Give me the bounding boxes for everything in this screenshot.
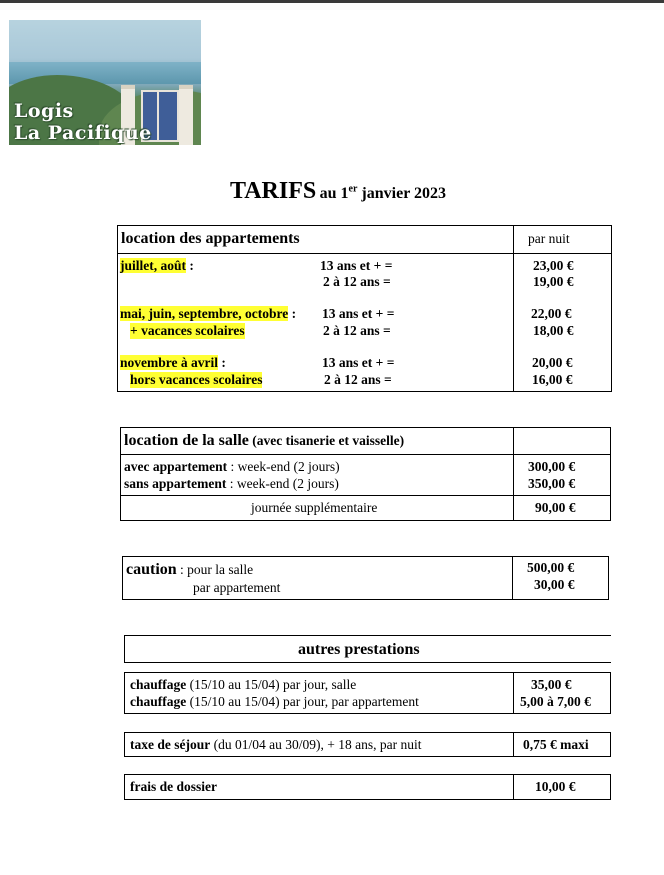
- hall-table-extra-line: [120, 495, 611, 496]
- deposit-line-1: caution : pour la salle: [126, 561, 254, 578]
- apt-group-2-adult-label: 13 ans et + =: [322, 306, 395, 321]
- hall-table-divider: [513, 427, 514, 521]
- apt-group-1-adult-price: 23,00 €: [533, 258, 574, 273]
- title-main: TARIFS: [230, 178, 317, 204]
- title-suffix: janvier 2023: [357, 185, 447, 202]
- apt-group-3-adult-label: 13 ans et + =: [322, 355, 395, 370]
- apt-group-3-note: hors vacances scolaires: [130, 372, 263, 387]
- apartments-table-header-line: [117, 253, 612, 254]
- fees-label: frais de dossier: [130, 779, 217, 794]
- logo-text-line1: Logis: [14, 100, 74, 122]
- other-heading-left-line: [124, 635, 125, 663]
- hall-row-without-apartment: sans appartement : week-end (2 jours): [124, 476, 339, 491]
- apt-group-1-child-label: 2 à 12 ans =: [323, 274, 391, 289]
- apt-group-2-season: mai, juin, septembre, octobre :: [120, 306, 297, 321]
- apartments-table-divider: [513, 225, 514, 392]
- logo-image: [9, 20, 201, 145]
- apt-group-2-child-label: 2 à 12 ans =: [323, 323, 391, 338]
- deposit-price-2: 30,00 €: [534, 577, 575, 592]
- heating-row-apartment-price: 5,00 à 7,00 €: [520, 694, 591, 709]
- apt-group-3-child-price: 16,00 €: [532, 372, 573, 387]
- hall-row-without-apartment-price: 350,00 €: [528, 476, 576, 491]
- apt-group-1-adult-label: 13 ans et + =: [320, 258, 393, 273]
- other-heading-bottom-line: [124, 662, 611, 663]
- other-heading-top-line: [124, 635, 611, 636]
- fees-price: 10,00 €: [535, 779, 576, 794]
- title-prefix: au 1: [319, 185, 349, 202]
- window-top-border: [0, 0, 664, 3]
- apt-group-3-season: novembre à avril :: [120, 355, 226, 370]
- tax-price: 0,75 € maxi: [523, 737, 589, 752]
- tax-table-divider: [513, 732, 514, 757]
- fees-table-divider: [513, 774, 514, 800]
- apt-group-2-child-price: 18,00 €: [533, 323, 574, 338]
- apt-group-1-season: juillet, août :: [120, 258, 194, 273]
- tax-row: taxe de séjour (du 01/04 au 30/09), + 18 ans, par nuit: [130, 737, 422, 752]
- title-sup: er: [348, 183, 358, 195]
- apartments-heading: location des appartements: [121, 230, 300, 247]
- apt-group-3-adult-price: 20,00 €: [532, 355, 573, 370]
- hall-extra-day-label: journée supplémentaire: [251, 500, 378, 515]
- apt-group-2-adult-price: 22,00 €: [531, 306, 572, 321]
- logo-gate-bar: [157, 90, 159, 140]
- deposit-price-1: 500,00 €: [527, 560, 575, 575]
- apt-group-3-child-label: 2 à 12 ans =: [324, 372, 392, 387]
- hall-table-header-line: [120, 454, 611, 455]
- heating-row-hall-price: 35,00 €: [531, 677, 572, 692]
- hall-row-with-apartment: avec appartement : week-end (2 jours): [124, 459, 340, 474]
- apt-group-2-note: + vacances scolaires: [130, 323, 245, 338]
- other-heading: autres prestations: [298, 641, 420, 658]
- page-title: [230, 178, 446, 205]
- heating-table-divider: [513, 672, 514, 714]
- logo-gate-post-right: [179, 85, 193, 145]
- hall-extra-day-price: 90,00 €: [535, 500, 576, 515]
- deposit-line-2: par appartement: [193, 580, 281, 595]
- heating-row-apartment: chauffage (15/10 au 15/04) par jour, par appartement: [130, 694, 419, 709]
- hall-row-with-apartment-price: 300,00 €: [528, 459, 576, 474]
- heating-row-hall: chauffage (15/10 au 15/04) par jour, salle: [130, 677, 357, 692]
- deposit-table-divider: [512, 556, 513, 600]
- hall-heading: location de la salle (avec tisanerie et vaisselle): [124, 432, 405, 449]
- logo-text-line2: La Pacifique: [14, 122, 152, 144]
- per-night-label: par nuit: [528, 231, 570, 246]
- apt-group-1-child-price: 19,00 €: [533, 274, 574, 289]
